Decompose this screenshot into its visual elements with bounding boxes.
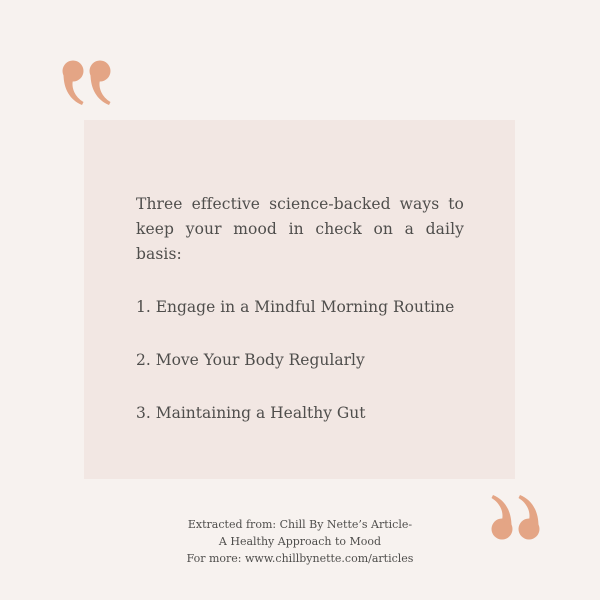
quote-content <box>136 192 464 426</box>
attribution-footer <box>0 516 600 567</box>
tips-list <box>136 295 464 426</box>
quote-intro: Three effective science-backed ways to keep your mood in check on a daily basis: <box>136 195 464 263</box>
tip-item-1: 1. Engage in a Mindful Morning Routine <box>136 298 455 316</box>
article-title-line: A Healthy Approach to Mood <box>218 535 382 548</box>
opening-quote-icon <box>60 58 120 108</box>
tip-item-3: 3. Maintaining a Healthy Gut <box>136 404 366 422</box>
website-line: For more: www.chillbynette.com/articles <box>186 552 414 565</box>
tip-item-2: 2. Move Your Body Regularly <box>136 351 365 369</box>
quote-card <box>84 120 515 479</box>
source-line: Extracted from: Chill By Nette’s Article- <box>187 518 413 531</box>
